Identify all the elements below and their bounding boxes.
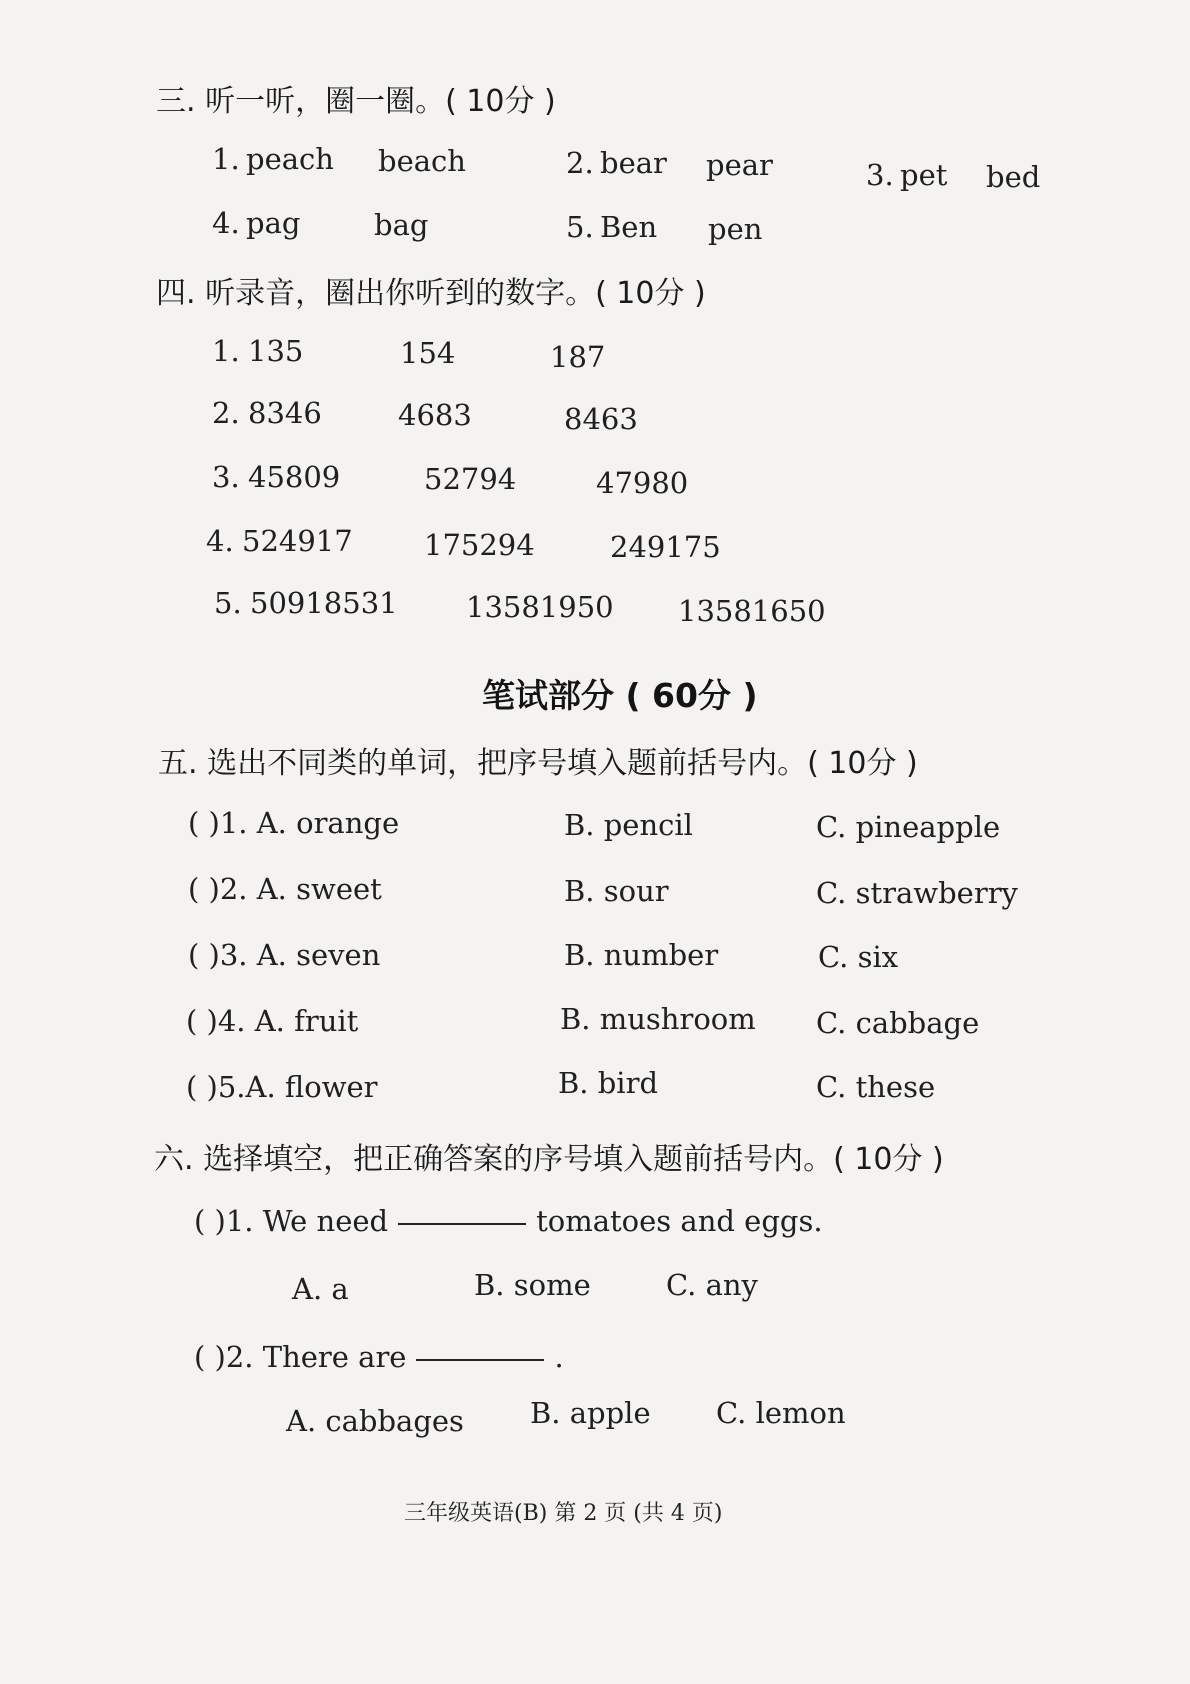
s3-item2-a: bear <box>600 146 667 180</box>
written-part-title: 笔试部分 ( 60分 ) <box>482 676 758 715</box>
section3-heading: 三. 听一听，圈一圈。( 10分 ) <box>156 84 556 119</box>
page-footer: 三年级英语(B) 第 2 页 (共 4 页) <box>404 1501 723 1526</box>
s4-row1-no: 1. <box>212 334 240 368</box>
s6-q2-tail: . <box>554 1340 564 1374</box>
s5-row1-c: C. pineapple <box>816 810 1001 844</box>
s4-row3-v1: 45809 <box>248 460 341 494</box>
s4-row3-no: 3. <box>212 460 240 494</box>
s5-row3-b: B. number <box>564 938 719 972</box>
s3-item1-b: beach <box>378 144 466 178</box>
s3-item3-b: bed <box>986 160 1041 194</box>
section6-heading: 六. 选择填空，把正确答案的序号填入题前括号内。( 10分 ) <box>154 1142 944 1177</box>
s6-q2-stem: ( )2. There are <box>194 1340 407 1374</box>
s4-row5-no: 5. <box>214 586 242 620</box>
s4-row2-v1: 8346 <box>248 396 322 430</box>
s4-row4-v1: 524917 <box>242 524 353 558</box>
s5-row1-lead: ( )1. A. orange <box>188 806 400 840</box>
s5-row4-lead: ( )4. A. fruit <box>186 1004 359 1038</box>
s3-item4-b: bag <box>374 208 429 242</box>
s4-row4-v3: 249175 <box>610 530 721 564</box>
s5-row4-b: B. mushroom <box>560 1002 756 1036</box>
s6-q2-c: C. lemon <box>716 1396 846 1430</box>
s3-item1-no: 1. <box>212 142 240 176</box>
s5-row5-lead: ( )5.A. flower <box>186 1070 378 1104</box>
s6-q1-tail: tomatoes and eggs. <box>536 1204 823 1238</box>
s6-q2-line <box>194 1340 564 1374</box>
s6-q2-blank <box>416 1359 544 1361</box>
s5-row2-c: C. strawberry <box>816 876 1018 910</box>
s5-row2-b: B. sour <box>564 874 669 908</box>
s3-item5-a: Ben <box>600 210 658 244</box>
s4-row2-no: 2. <box>212 396 240 430</box>
s4-row3-v3: 47980 <box>596 466 689 500</box>
s3-item3-a: pet <box>900 158 948 192</box>
s4-row2-v3: 8463 <box>564 402 638 436</box>
s3-item5-b: pen <box>708 212 763 246</box>
s4-row5-v2: 13581950 <box>466 590 614 624</box>
s5-row5-b: B. bird <box>558 1066 659 1100</box>
s6-q2-a: A. cabbages <box>286 1404 464 1438</box>
s3-item2-b: pear <box>706 148 773 182</box>
s6-q1-blank <box>398 1223 526 1225</box>
s5-row1-b: B. pencil <box>564 808 693 842</box>
s3-item1-a: peach <box>246 142 334 176</box>
s4-row2-v2: 4683 <box>398 398 472 432</box>
s4-row3-v2: 52794 <box>424 462 517 496</box>
s6-q2-b: B. apple <box>530 1396 651 1430</box>
s6-q1-line <box>194 1204 823 1238</box>
s6-q1-c: C. any <box>666 1268 758 1302</box>
s4-row4-v2: 175294 <box>424 528 535 562</box>
s4-row1-v1: 135 <box>248 334 304 368</box>
s3-item4-no: 4. <box>212 206 240 240</box>
s4-row4-no: 4. <box>206 524 234 558</box>
s5-row3-c: C. six <box>818 940 899 974</box>
s3-item3-no: 3. <box>866 158 894 192</box>
s3-item2-no: 2. <box>566 146 594 180</box>
s4-row1-v3: 187 <box>550 340 606 374</box>
s5-row5-c: C. these <box>816 1070 936 1104</box>
s6-q1-b: B. some <box>474 1268 591 1302</box>
s6-q1-a: A. a <box>292 1272 349 1306</box>
s6-q1-stem: ( )1. We need <box>194 1204 389 1238</box>
s4-row5-v3: 13581650 <box>678 594 826 628</box>
s5-row2-lead: ( )2. A. sweet <box>188 872 382 906</box>
s4-row5-v1: 50918531 <box>250 586 398 620</box>
section5-heading: 五. 选出不同类的单词，把序号填入题前括号内。( 10分 ) <box>158 746 918 781</box>
s5-row3-lead: ( )3. A. seven <box>188 938 381 972</box>
section4-heading: 四. 听录音，圈出你听到的数字。( 10分 ) <box>156 276 706 311</box>
s3-item4-a: pag <box>246 206 301 240</box>
s5-row4-c: C. cabbage <box>816 1006 980 1040</box>
s3-item5-no: 5. <box>566 210 594 244</box>
s4-row1-v2: 154 <box>400 336 456 370</box>
